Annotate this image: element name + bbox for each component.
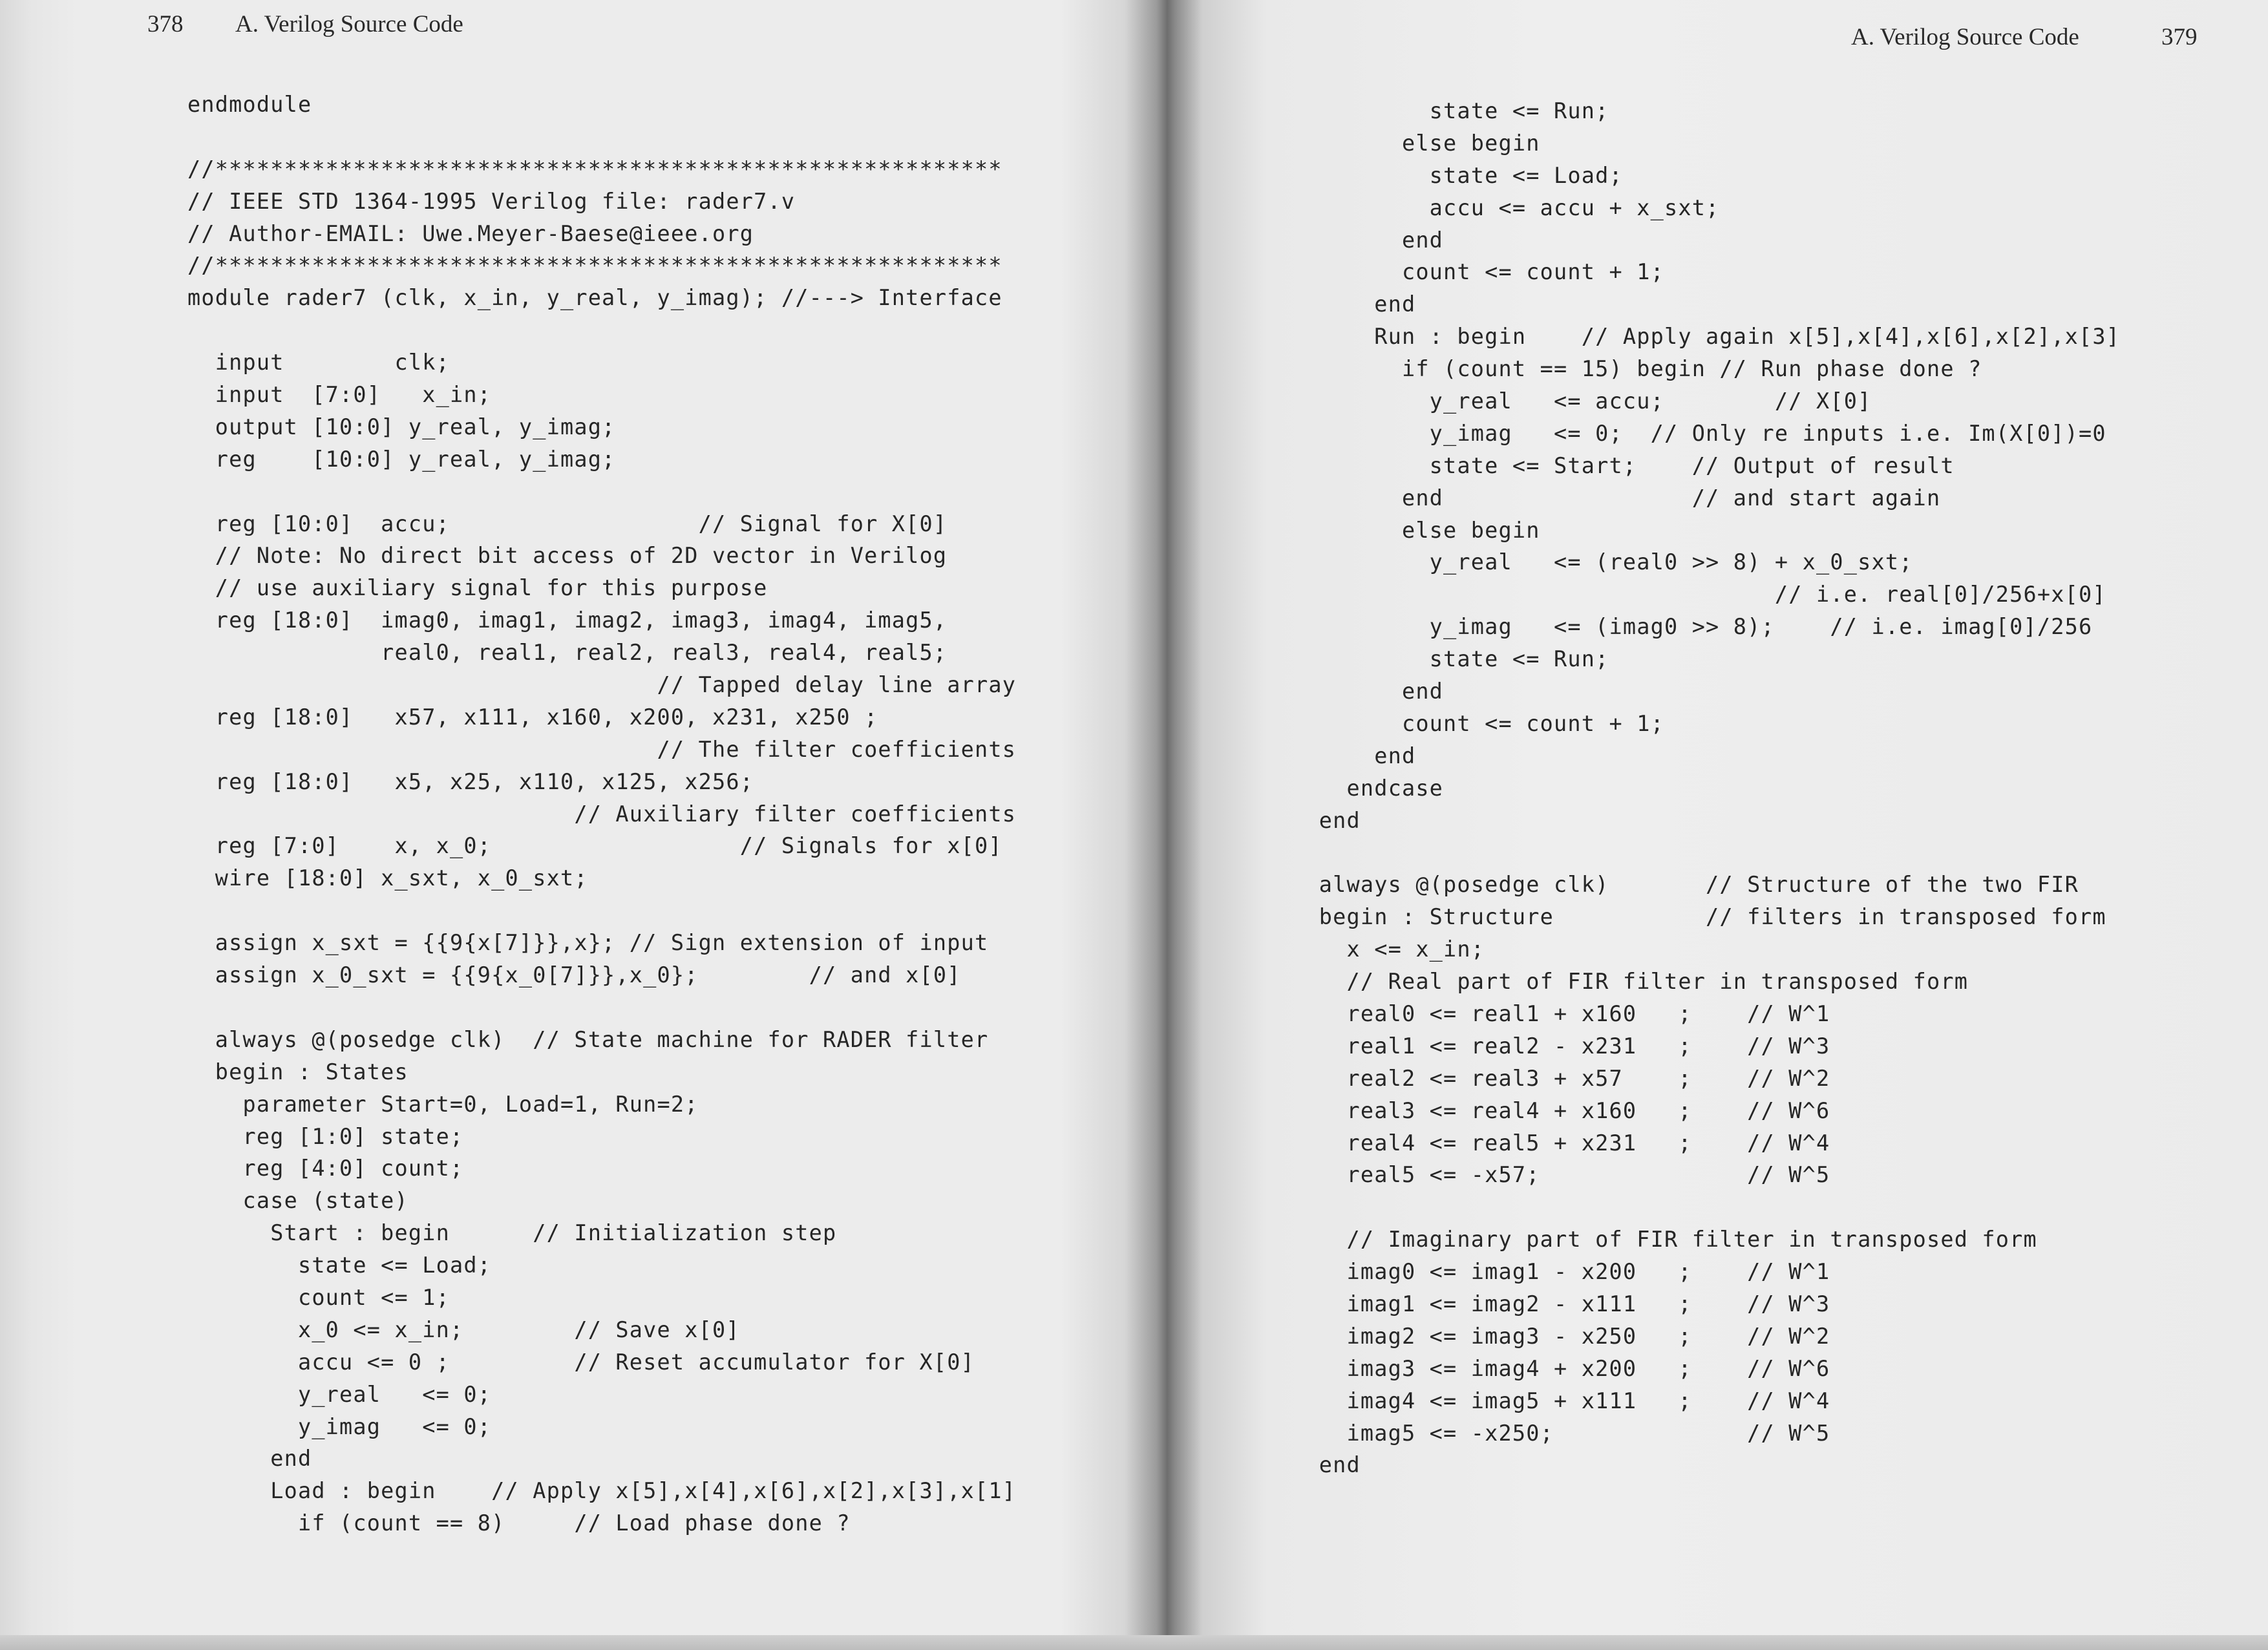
code-line: reg [18:0] imag0, imag1, imag2, imag3, imag4, imag5, [187,608,948,633]
code-line: module rader7 (clk, x_in, y_real, y_imag); //---> Interface [187,285,1002,311]
code-line: // Imaginary part of FIR filter in transposed form [1291,1227,2037,1253]
code-line: imag3 <= imag4 + x200 ; // W^6 [1291,1355,1830,1381]
right-page [1176,0,2268,1635]
code-line: // Tapped delay line array [187,672,1017,698]
code-line: reg [10:0] y_real, y_imag; [187,446,616,472]
code-line: input [7:0] x_in; [187,382,492,408]
code-line: state <= Start; // Output of result [1291,452,1955,478]
page-bottom-edge [0,1635,2268,1650]
code-line: accu <= accu + x_sxt; [1291,195,1720,220]
code-line: case (state) [187,1188,408,1214]
code-line: // Note: No direct bit access of 2D vector in Verilog [187,543,948,569]
code-line: if (count == 15) begin // Run phase done ? [1291,356,1982,382]
code-line: Start : begin // Initialization step [187,1220,837,1246]
code-line: real3 <= real4 + x160 ; // W^6 [1291,1097,1830,1123]
code-line: y_real <= accu; // X[0] [1291,388,1872,414]
code-line: reg [18:0] x5, x25, x110, x125, x256; [187,768,754,794]
code-line: // Auxiliary filter coefficients [187,801,1017,827]
code-line: state <= Load; [187,1253,492,1278]
code-line: Load : begin // Apply x[5],x[4],x[6],x[2],x[3],x[1] [187,1478,1017,1504]
code-line: output [10:0] y_real, y_imag; [187,414,616,439]
code-line: assign x_sxt = {{9{x[7]}},x}; // Sign extension of input [187,930,989,956]
code-line: real4 <= real5 + x231 ; // W^4 [1291,1130,1830,1156]
code-line: state <= Run; [1291,98,1609,123]
code-line: else begin [1291,517,1540,543]
code-line: begin : Structure // filters in transposed form [1291,904,2106,930]
page-number: 379 [2161,24,2198,50]
code-line: // IEEE STD 1364-1995 Verilog file: rader7.v [187,188,796,214]
code-line [1291,1191,2120,1223]
code-line: begin : States [187,1059,408,1084]
code-line [187,991,1016,1024]
running-title: A. Verilog Source Code [235,11,463,37]
code-line: y_real <= (real0 >> 8) + x_0_sxt; [1291,549,1913,575]
code-line: y_real <= 0; [187,1381,492,1407]
code-line: y_imag <= 0; // Only re inputs i.e. Im(X[0])=0 [1291,420,2106,446]
code-line: state <= Load; [1291,162,1623,188]
code-line: wire [18:0] x_sxt, x_0_sxt; [187,865,588,891]
verilog-code-listing [187,89,1016,1539]
code-line: real5 <= -x57; // W^5 [1291,1162,1830,1188]
code-line: // The filter coefficients [187,736,1017,762]
page-number: 378 [147,11,184,37]
code-line [187,894,1016,927]
code-line: endcase [1291,775,1444,801]
code-line: reg [7:0] x, x_0; // Signals for x[0] [187,833,1002,859]
code-line: y_imag <= 0; [187,1413,492,1439]
code-line: real2 <= real3 + x57 ; // W^2 [1291,1065,1830,1091]
code-line: end [1291,743,1416,768]
code-line: else begin [1291,130,1540,156]
code-line: real0 <= real1 + x160 ; // W^1 [1291,1000,1830,1026]
code-line [1291,836,2120,869]
code-line: // i.e. real[0]/256+x[0] [1291,582,2106,608]
code-line: end [187,1446,312,1472]
code-line: end [1291,679,1444,704]
code-line: if (count == 8) // Load phase done ? [187,1510,851,1536]
code-line [187,314,1016,346]
code-line: imag5 <= -x250; // W^5 [1291,1420,1830,1446]
code-line: x_0 <= x_in; // Save x[0] [187,1317,740,1342]
code-line: count <= 1; [187,1284,450,1310]
code-line [187,121,1016,153]
code-line: x <= x_in; [1291,936,1485,962]
code-line: state <= Run; [1291,646,1609,672]
code-line: end [1291,807,1361,833]
code-line: end [1291,291,1416,317]
code-line: imag2 <= imag3 - x250 ; // W^2 [1291,1323,1830,1349]
code-line: accu <= 0 ; // Reset accumulator for X[0] [187,1349,975,1375]
code-line: // Real part of FIR filter in transposed form [1291,969,1969,995]
code-line: reg [4:0] count; [187,1156,464,1181]
code-line: always @(posedge clk) // Structure of the two FIR [1291,872,2079,898]
code-line: endmodule [187,92,312,117]
code-line: //********************************************************* [187,253,1002,279]
code-line: count <= count + 1; [1291,710,1664,736]
code-line: Run : begin // Apply again x[5],x[4],x[6],x[2],x[3] [1291,324,2121,350]
code-line: y_imag <= (imag0 >> 8); // i.e. imag[0]/256 [1291,614,2093,640]
code-line: real1 <= real2 - x231 ; // W^3 [1291,1033,1830,1059]
code-line: reg [18:0] x57, x111, x160, x200, x231, x250 ; [187,704,878,730]
verilog-code-listing [1291,95,2120,1481]
code-line: always @(posedge clk) // State machine for RADER filter [187,1026,989,1052]
code-line: imag4 <= imag5 + x111 ; // W^4 [1291,1388,1830,1413]
code-line: reg [10:0] accu; // Signal for X[0] [187,511,948,536]
code-line [187,476,1016,508]
code-line: assign x_0_sxt = {{9{x_0[7]}},x_0}; // and x[0] [187,962,961,988]
code-line: imag0 <= imag1 - x200 ; // W^1 [1291,1259,1830,1285]
code-line: real0, real1, real2, real3, real4, real5; [187,640,948,666]
code-line: reg [1:0] state; [187,1123,464,1149]
code-line: //********************************************************* [187,156,1002,182]
code-line: end [1291,227,1444,253]
code-line: // use auxiliary signal for this purpose [187,575,768,601]
running-title: A. Verilog Source Code [1851,24,2079,50]
code-line: parameter Start=0, Load=1, Run=2; [187,1091,699,1117]
code-line: end [1291,1452,1361,1478]
code-line: input clk; [187,350,450,375]
code-line: count <= count + 1; [1291,259,1664,285]
code-line: // Author-EMAIL: Uwe.Meyer-Baese@ieee.org [187,220,754,246]
code-line: end // and start again [1291,485,1941,511]
code-line: imag1 <= imag2 - x111 ; // W^3 [1291,1291,1830,1317]
